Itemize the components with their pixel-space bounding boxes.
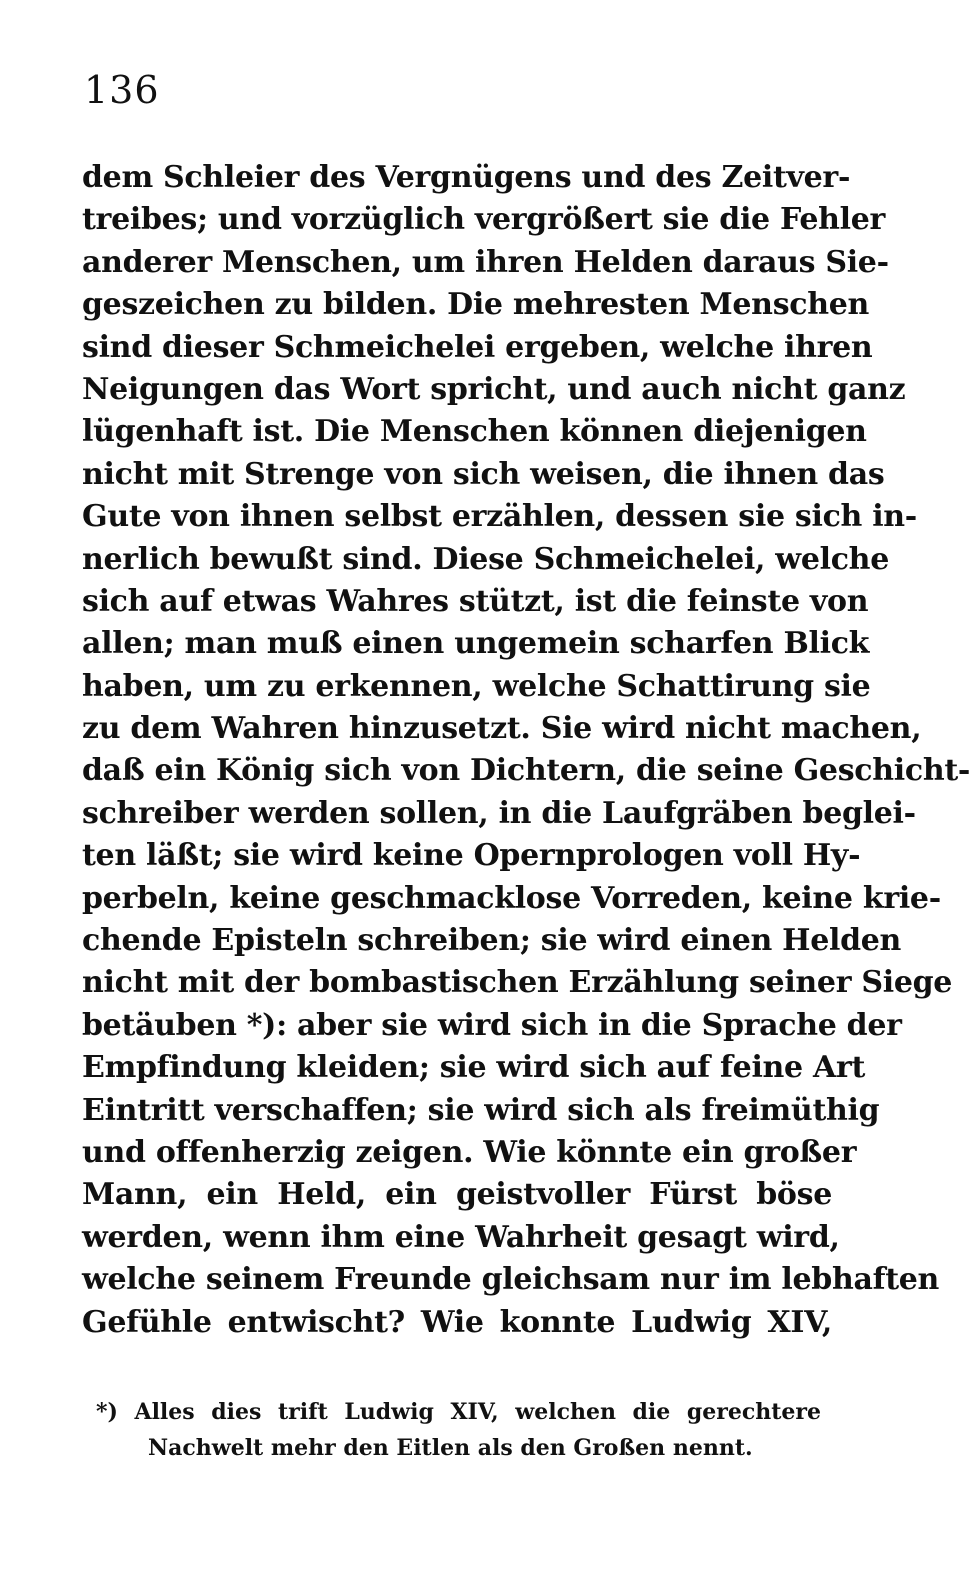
text-line: anderer Menschen, um ihren Helden daraus Sie- — [82, 244, 889, 280]
text-line: welche seinem Freunde gleichsam nur im lebhaften — [82, 1262, 940, 1298]
footnote-line: *) Alles dies trift Ludwig XIV, welchen die gerechtere — [96, 1399, 821, 1425]
footnote-line: Nachwelt mehr den Eitlen als den Großen nennt. — [148, 1435, 753, 1461]
text-line: werden, wenn ihm eine Wahrheit gesagt wird, — [82, 1219, 840, 1255]
text-line: sich auf etwas Wahres stützt, ist die feinste von — [82, 583, 869, 619]
text-line: und offenherzig zeigen. Wie könnte ein großer — [82, 1134, 857, 1170]
body-text — [82, 157, 970, 1344]
text-line: treibes; und vorzüglich vergrößert sie die Fehler — [82, 202, 886, 238]
text-line: allen; man muß einen ungemein scharfen Blick — [82, 626, 870, 662]
text-line: schreiber werden sollen, in die Laufgräben beglei- — [82, 795, 916, 831]
text-line: nicht mit Strenge von sich weisen, die ihnen das — [82, 456, 885, 492]
text-line: betäuben *): aber sie wird sich in die Sprache der — [82, 1007, 902, 1043]
text-line: chende Episteln schreiben; sie wird einen Helden — [82, 923, 902, 959]
text-line: Eintritt verschaffen; sie wird sich als freimüthig — [82, 1092, 880, 1128]
text-line: Mann, ein Held, ein geistvoller Fürst böse — [82, 1177, 832, 1213]
page-number: 136 — [84, 68, 160, 112]
text-line: nerlich bewußt sind. Diese Schmeichelei, welche — [82, 541, 889, 577]
footnote — [96, 1394, 821, 1466]
text-line: perbeln, keine geschmacklose Vorreden, keine krie- — [82, 880, 941, 916]
text-line: Gefühle entwischt? Wie konnte Ludwig XIV, — [82, 1304, 832, 1340]
text-line: Gute von ihnen selbst erzählen, dessen sie sich in- — [82, 499, 917, 535]
text-line: haben, um zu erkennen, welche Schattirung sie — [82, 668, 871, 704]
text-line: dem Schleier des Vergnügens und des Zeitver- — [82, 160, 851, 195]
text-line: lügenhaft ist. Die Menschen können diejenigen — [82, 414, 867, 450]
text-line: ten läßt; sie wird keine Opernprologen voll Hy- — [82, 838, 861, 874]
text-line: Neigungen das Wort spricht, und auch nicht ganz — [82, 371, 906, 407]
text-line: Empfindung kleiden; sie wird sich auf feine Art — [82, 1050, 866, 1086]
text-line: zu dem Wahren hinzusetzt. Sie wird nicht machen, — [82, 711, 922, 747]
text-line: daß ein König sich von Dichtern, die seine Geschicht- — [82, 753, 970, 789]
text-line: sind dieser Schmeichelei ergeben, welche ihren — [82, 329, 873, 365]
text-line: nicht mit der bombastischen Erzählung seiner Siege — [82, 965, 953, 1001]
text-line: geszeichen zu bilden. Die mehresten Menschen — [82, 287, 870, 323]
